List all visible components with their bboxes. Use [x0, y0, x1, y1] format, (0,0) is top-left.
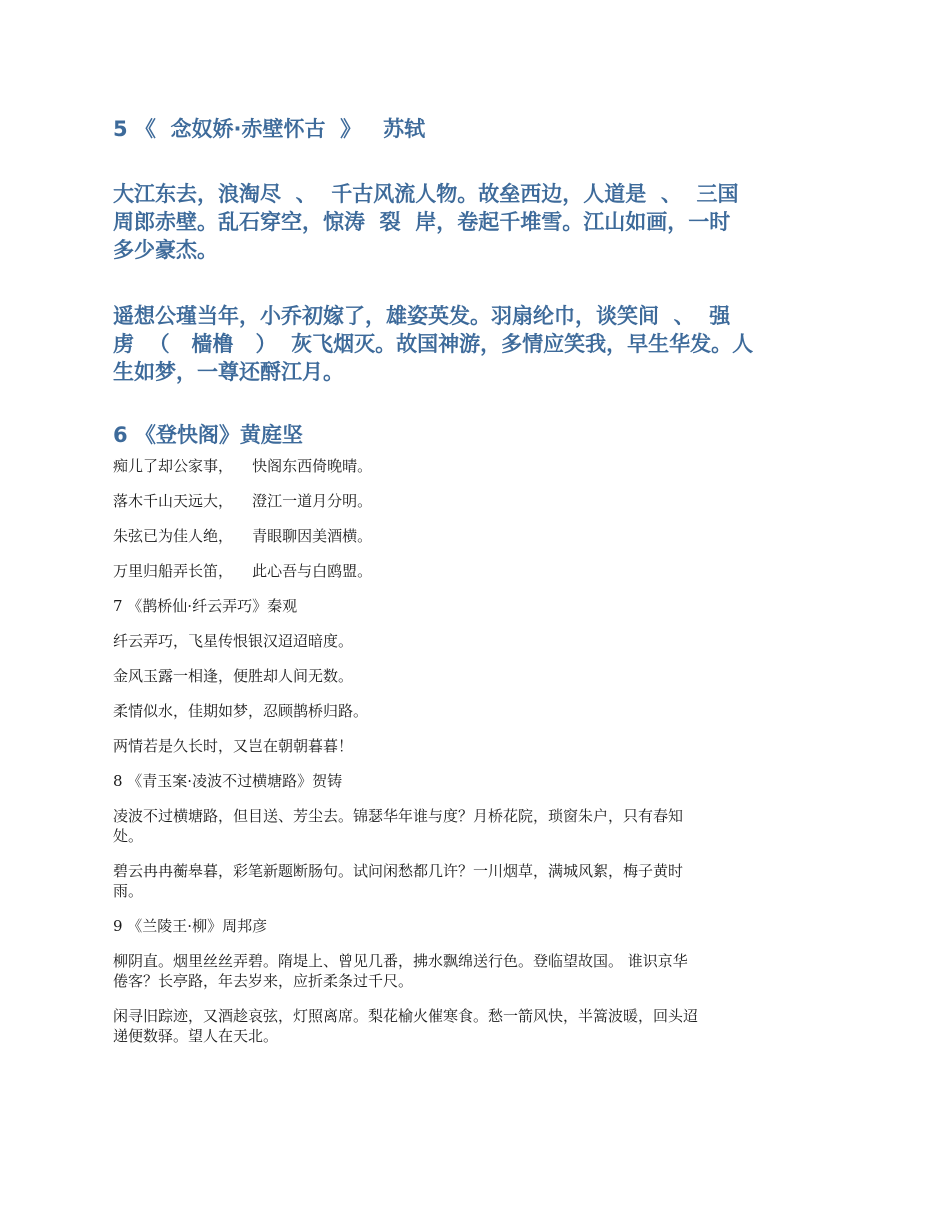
poem-7-line-3: 柔情似水，佳期如梦，忍顾鹊桥归路。 [113, 702, 369, 720]
poem-6-lines [113, 456, 838, 581]
poem-9-paragraph-1 [113, 951, 838, 991]
poem-9-p1-line-1: 柳阴直。烟里丝丝弄碧。隋堤上、曾见几番，拂水飘绵送行色。登临望故国。 谁识京华 [113, 952, 688, 970]
poem-7-heading: 7 《鹊桥仙·纤云弄巧》秦观 [113, 597, 298, 615]
poem-5-p1-line-1: 大江东去，浪淘尽 、 千古风流人物。故垒西边，人道是 、 三国 [113, 182, 739, 206]
poem-7-lines [113, 631, 838, 756]
poem-5-p2-line-3: 生如梦，一尊还酹江月。 [113, 360, 344, 384]
poem-8-heading: 8 《青玉案·凌波不过横塘路》贺铸 [113, 772, 343, 790]
poem-5-p1-line-2: 周郎赤壁。乱石穿空，惊涛 裂 岸，卷起千堆雪。江山如画，一时 [113, 210, 731, 234]
poem-8-p1-line-1: 凌波不过横塘路，但目送、芳尘去。锦瑟华年谁与度？月桥花院，琐窗朱户，只有春知 [113, 807, 684, 825]
poem-5-p2-line-1: 遥想公瑾当年，小乔初嫁了，雄姿英发。羽扇纶巾，谈笑间 、 强 [113, 304, 731, 328]
document-page [113, 110, 838, 1046]
poem-8-paragraph-2 [113, 861, 838, 901]
poem-9-p1-line-2: 倦客？长亭路，年去岁来，应折柔条过千尺。 [113, 972, 414, 990]
poem-9-p2-line-1: 闲寻旧踪迹，又酒趁哀弦，灯照离席。梨花榆火催寒食。愁一箭风快，半篙波暖，回头迢 [113, 1007, 699, 1025]
poem-8-p2-line-1: 碧云冉冉蘅皋暮，彩笔新题断肠句。试问闲愁都几许？一川烟草，满城风絮，梅子黄时 [113, 862, 684, 880]
poem-7-line-4: 两情若是久长时，又岂在朝朝暮暮！ [113, 737, 354, 755]
poem-5-p2-line-2: 虏 （ 樯橹 ） 灰飞烟灭。故国神游，多情应笑我，早生华发。人 [113, 332, 754, 356]
poem-5-heading: 5 《 念奴娇·赤壁怀古 》 苏轼 [113, 117, 426, 141]
poem-5-p1-line-3: 多少豪杰。 [113, 238, 218, 262]
poem-6-line-1: 痴儿了却公家事， 快阁东西倚晚晴。 [113, 457, 373, 475]
poem-5-paragraph-2 [113, 302, 838, 386]
poem-9-p2-line-2: 递便数驿。望人在天北。 [113, 1027, 279, 1045]
poem-8-p1-line-2: 处。 [113, 827, 144, 845]
poem-6-line-2: 落木千山天远大， 澄江一道月分明。 [113, 492, 373, 510]
poem-6-heading: 6 《登快阁》黄庭坚 [113, 423, 303, 447]
poem-6-line-4: 万里归船弄长笛， 此心吾与白鸥盟。 [113, 562, 373, 580]
poem-9-paragraph-2 [113, 1006, 838, 1046]
poem-7-line-1: 纤云弄巧，飞星传恨银汉迢迢暗度。 [113, 632, 354, 650]
poem-9-heading: 9 《兰陵王·柳》周邦彦 [113, 917, 268, 935]
poem-7-line-2: 金风玉露一相逢，便胜却人间无数。 [113, 667, 354, 685]
poem-6-line-3: 朱弦已为佳人绝， 青眼聊因美酒横。 [113, 527, 373, 545]
poem-5-paragraph-1 [113, 180, 838, 264]
poem-8-paragraph-1 [113, 806, 838, 846]
poem-8-p2-line-2: 雨。 [113, 882, 144, 900]
